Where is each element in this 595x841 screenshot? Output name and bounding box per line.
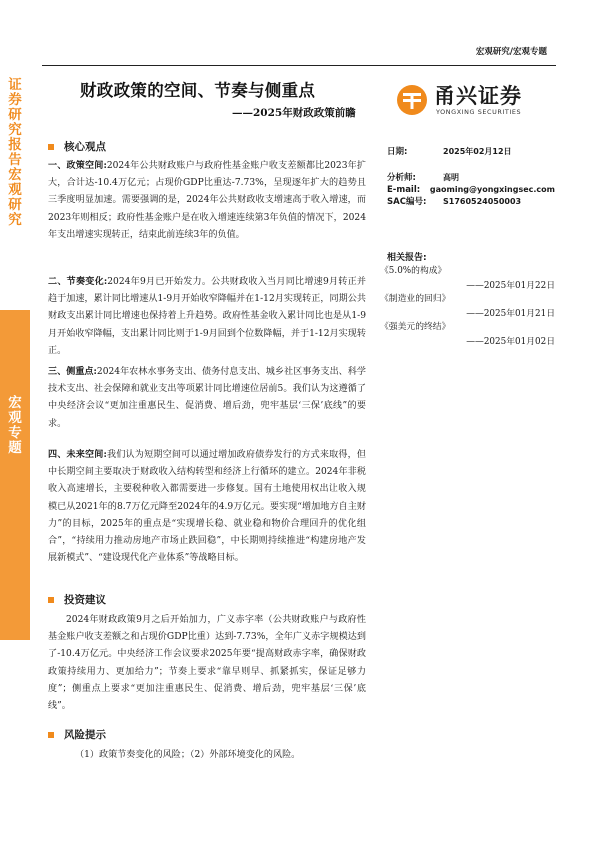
core-heading-label: 核心观点 <box>64 141 106 153</box>
paragraph-lead: 一、政策空间: <box>48 160 107 171</box>
core-heading <box>48 139 106 154</box>
bullet-square-icon <box>48 597 54 603</box>
sidebar-category: 宏观专题 <box>8 395 22 456</box>
paragraph-body: 2024年9月已开始发力。公共财政收入当月同比增速9月转正并趋于加速，累计同比增速从1-9月开始收窄降幅并在1-12月实现转正，同期公共财政支出累计同比增速也保持着上升趋势。政府性基金收入累计同比也是从1-9月开始收窄降幅，支出累计同比则于1-9月回到个位数降幅，并于1-12月实现转正。 <box>48 277 367 356</box>
header-category: 宏观研究/宏观专题 <box>475 47 547 57</box>
paragraph-lead: 四、未来空间: <box>48 449 107 460</box>
paragraph-rhythm <box>48 273 366 360</box>
sidebar-orange-band <box>0 310 30 640</box>
date-label: 日期: <box>387 147 408 157</box>
related-report-title[interactable]: 《5.0%的构成》 <box>380 266 447 276</box>
related-report-title[interactable]: 《强美元的终结》 <box>380 322 451 332</box>
related-report[interactable] <box>380 292 555 322</box>
header-rule <box>42 65 556 66</box>
paragraph-body: 2024年公共财政账户与政府性基金账户收支差额都比2023年扩大，合计达-10.4万亿元；占现价GDP比重达-7.73%，呈现逐年扩大的趋势且三季度明显加速。需要强调的是，2024年公共财政收支增速高于收入增速，而2023年则相反；政府性基金账户是在收入增速连续第3年负值的情况下，2024年支出增速实现转正，结束此前连续3年的负值。 <box>48 161 367 240</box>
logo-name-en: YONGXING SECURITIES <box>436 108 522 116</box>
paragraph-lead: 二、节奏变化: <box>48 276 108 287</box>
bullet-square-icon <box>48 732 54 738</box>
logo-mark-icon <box>396 84 428 116</box>
email-value[interactable]: gaoming@yongxingsec.com <box>429 185 555 194</box>
report-title: 财政政策的空间、节奏与侧重点 <box>80 81 316 100</box>
paragraph-policy-space <box>48 157 366 244</box>
related-report-date: ——2025年01月22日 <box>466 281 555 291</box>
logo-name-cn: 甬兴证券 <box>434 84 522 108</box>
sac-label: SAC编号: <box>387 197 427 207</box>
risk-heading <box>48 727 106 742</box>
related-report-date: ——2025年01月21日 <box>466 309 555 319</box>
risk-text: （1）政策节奏变化的风险；（2）外部环境变化的风险。 <box>75 750 301 760</box>
paragraph-body: 我们认为短期空间可以通过增加政府债券发行的方式来取得，但中长期空间主要取决于财政收入结构转型和经济上行循环的建立。2024年非税收入高速增长，主要税种收入都需要进一步修复。国有土地使用权出让收入规模已从2021年的8.7万亿元降至2024年的4.9万亿元。要实现“增加地方自主财力”的目标，2025年的重点是“实现增长稳、就业稳和物价合理回升的优化组合”，“持续用力推动房地产市场止跌回稳”，中长期则持续推进“构建房地产发展新模式”、“建设现代化产业体系”等战略目标。 <box>48 450 366 564</box>
invest-heading <box>48 592 106 607</box>
invest-heading-label: 投资建议 <box>64 594 106 606</box>
related-report-title[interactable]: 《制造业的回归》 <box>380 294 451 304</box>
analyst-label: 分析师: <box>387 173 416 183</box>
related-report[interactable] <box>380 264 555 294</box>
paragraph-body: 2024年农林水事务支出、债务付息支出、城乡社区事务支出、科学技术支出、社会保障和就业支出等项累计同比增速位居前5。我们认为这遵循了中央经济会议“更加注重惠民生、促消费、增后劲，兜牢基层‘三保’底线”的要求。 <box>48 367 366 429</box>
paragraph-focus <box>48 363 366 433</box>
analyst-value: 高明 <box>443 173 459 182</box>
date-value: 2025年02月12日 <box>443 147 512 156</box>
company-logo <box>390 80 560 124</box>
email-label: E-mail: <box>387 185 421 195</box>
sidebar-report-type: 证券研究报告 宏观研究 <box>8 77 22 228</box>
related-heading: 相关报告: <box>387 253 427 263</box>
related-report[interactable] <box>380 320 555 350</box>
report-meta <box>387 146 555 208</box>
report-subtitle: ——2025年财政政策前瞻 <box>232 107 356 119</box>
paragraph-lead: 三、侧重点: <box>48 366 97 377</box>
paragraph-investment: 2024年财政政策9月之后开始加力，广义赤字率（公共财政账户与政府性基金账户收支差额之和占现价GDP比重）达到-7.73%，全年广义赤字规模达到了-10.4万亿元。中央经济工作会议要求2025年要“提高财政赤字率，确保财政政策持续用力、更加给力”；节奏上要求“靠早则早、抓紧抓实，保证足够力度”；侧重点上要求“更加注重惠民生、促消费、增后劲，兜牢基层‘三保’底线”。 <box>48 615 366 712</box>
related-report-date: ——2025年01月02日 <box>466 337 555 347</box>
sac-value: S1760524050003 <box>443 197 522 206</box>
risk-heading-label: 风险提示 <box>64 729 106 741</box>
bullet-square-icon <box>48 144 54 150</box>
paragraph-future-space <box>48 446 366 567</box>
left-sidebar-strip <box>0 0 30 841</box>
